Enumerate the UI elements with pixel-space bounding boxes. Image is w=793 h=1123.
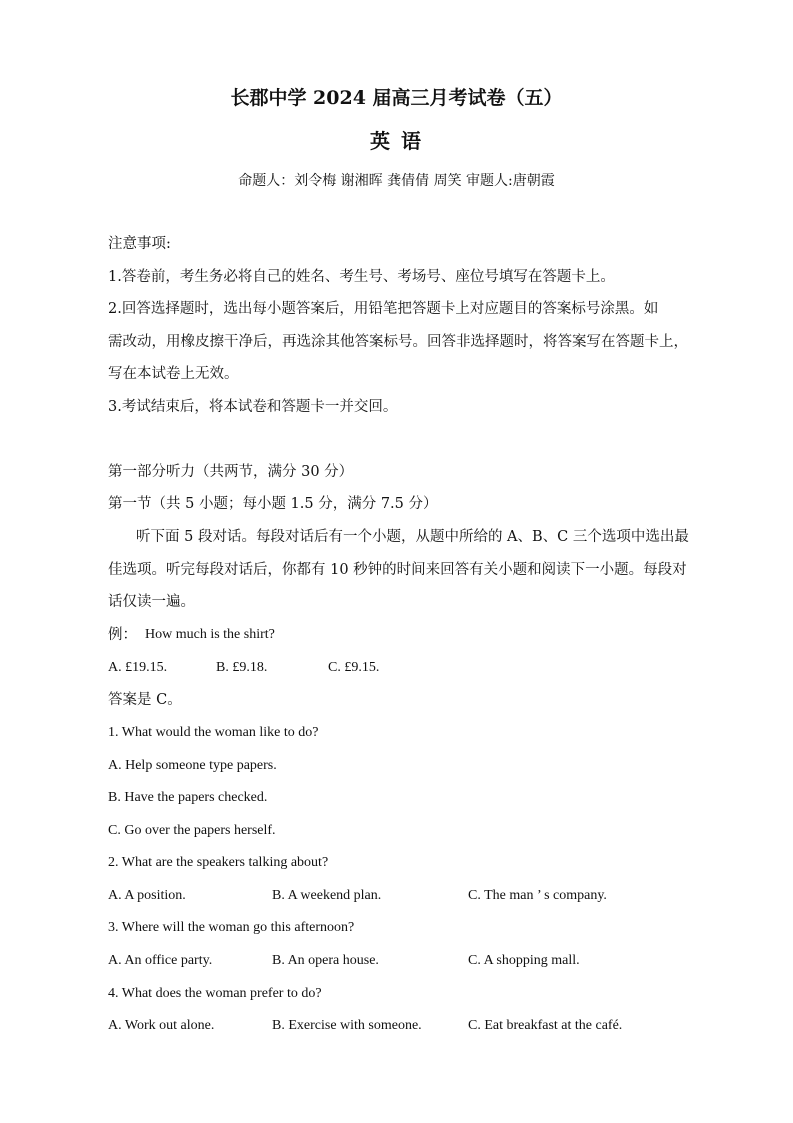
authors-line: 命题人：刘令梅 谢湘晖 龚倩倩 周笑 审题人:唐朝霞 [238, 173, 555, 189]
notes-item-2-line-1: 2.回答选择题时，选出每小题答案后，用铅笔把答题卡上对应题目的答案标号涂黑。如 [108, 301, 659, 317]
question-1-option-a: A. Help someone type papers. [108, 758, 277, 773]
question-4-option-b: B. Exercise with someone. [272, 1018, 422, 1033]
notes-item-3: 3.考试结束后，将本试卷和答题卡一并交回。 [108, 399, 398, 415]
question-2-option-a: A. A position. [108, 888, 186, 903]
section1-heading: 第一节（共 5 小题；每小题 1.5 分，满分 7.5 分） [108, 496, 438, 512]
example-option-a: A. £19.15. [108, 660, 168, 675]
example-question: How much is the shirt? [145, 627, 275, 642]
notes-item-2-line-2: 需改动，用橡皮擦干净后，再选涂其他答案标号。回答非选择题时，将答案写在答题卡上， [108, 334, 688, 350]
question-1-option-c: C. Go over the papers herself. [108, 823, 276, 838]
question-2-option-b: B. A weekend plan. [272, 888, 382, 903]
exam-title: 长郡中学 2024 届高三月考试卷（五） [230, 87, 563, 109]
example-answer: 答案是 C。 [108, 692, 182, 708]
notes-item-1: 1.答卷前，考生务必将自己的姓名、考生号、考场号、座位号填写在答题卡上。 [108, 269, 615, 285]
question-1-stem: 1. What would the woman like to do? [108, 725, 319, 740]
question-3-option-c: C. A shopping mall. [468, 953, 580, 968]
instructions-line-2: 佳选项。听完每段对话后，你都有 10 秒钟的时间来回答有关小题和阅读下一小题。每段对 [108, 562, 687, 578]
notes-item-2-line-3: 写在本试卷上无效。 [108, 366, 239, 382]
question-4-options [0, 1016, 793, 1036]
example-options [0, 658, 793, 678]
example-option-c: C. £9.15. [328, 660, 380, 675]
question-3-stem: 3. Where will the woman go this afternoon? [108, 920, 355, 935]
question-2-stem: 2. What are the speakers talking about? [108, 855, 329, 870]
question-4-stem: 4. What does the woman prefer to do? [108, 986, 322, 1001]
instructions-line-1: 听下面 5 段对话。每段对话后有一个小题，从题中所给的 A、B、C 三个选项中选出最 [136, 529, 689, 545]
question-2-option-c: C. The man ’ s company. [468, 888, 607, 903]
example-label: 例： [108, 627, 137, 643]
question-4-option-a: A. Work out alone. [108, 1018, 215, 1033]
question-3-option-b: B. An opera house. [272, 953, 379, 968]
question-2-options [0, 886, 793, 906]
instructions-line-3: 话仅读一遍。 [108, 594, 195, 610]
subject-title: 英 语 [370, 129, 423, 153]
example-option-b: B. £9.18. [216, 660, 268, 675]
question-3-option-a: A. An office party. [108, 953, 213, 968]
part1-heading: 第一部分听力（共两节，满分 30 分） [108, 464, 354, 480]
question-4-option-c: C. Eat breakfast at the café. [468, 1018, 623, 1033]
question-3-options [0, 951, 793, 971]
notes-heading: 注意事项: [108, 236, 171, 252]
question-1-option-b: B. Have the papers checked. [108, 790, 268, 805]
